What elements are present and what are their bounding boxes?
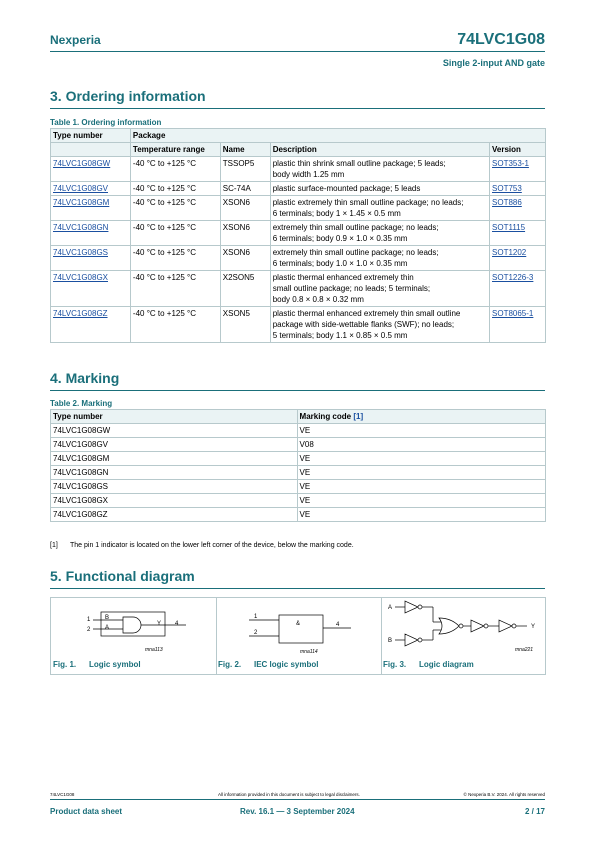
footnote-ref-link[interactable]: [1] [353,412,364,421]
ordering-row [51,307,546,343]
fig3-input-a: A [388,605,393,611]
description-line: plastic surface-mounted package; 5 leads [272,184,421,193]
marking-code-cell: VE [297,466,545,480]
marking-row [51,438,546,452]
document-subtitle: Single 2-input AND gate [442,58,545,68]
type-number-link[interactable]: 74LVC1G08GS [53,248,108,257]
footer-revision: Rev. 16.1 — 3 September 2024 [240,807,355,816]
description-line: small outline package; no leads; 5 terminals; [272,284,431,293]
description-line: body 0.8 × 0.8 × 0.32 mm [272,295,364,304]
fig1-code: mna113 [145,647,163,653]
fig1-title: Logic symbol [89,660,141,669]
marking-row [51,424,546,438]
marking-code-cell: VE [297,494,545,508]
description-line: body width 1.25 mm [272,170,345,179]
fig3-title: Logic diagram [419,660,474,669]
ordering-table [50,128,546,343]
col-type-number: Type number [51,410,298,424]
description-line: extremely thin small outline package; no leads; [272,248,439,257]
iec-logic-symbol-diagram [216,598,381,658]
brand-name: Nexperia [50,33,101,47]
fig1-input-a: A [105,625,110,631]
ordering-row [51,182,546,196]
description-line: 5 terminals; body 1.1 × 0.85 × 0.5 mm [272,331,408,340]
fig2-and-symbol: & [296,621,301,627]
marking-row [51,452,546,466]
fig3-input-b: B [388,638,393,644]
type-number-link[interactable]: 74LVC1G08GZ [53,309,108,318]
footnote-number: [1] [50,542,58,549]
package-name-cell: SC-74A [220,182,270,196]
col-marking-code [297,410,545,424]
description-cell [270,221,489,246]
version-link[interactable]: SOT1115 [492,223,526,232]
marking-code-cell: VE [297,480,545,494]
fig1-output-y: Y [157,621,162,627]
type-number-link[interactable]: 74LVC1G08GN [53,223,109,232]
marking-code-cell: VE [297,452,545,466]
fig2-pin4: 4 [336,622,340,628]
fig2-caption [218,660,318,669]
description-line: 6 terminals; body 1.0 × 1.0 × 0.35 mm [272,259,408,268]
description-line: 6 terminals; body 1 × 1.45 × 0.5 mm [272,209,401,218]
version-link[interactable]: SOT8065-1 [492,309,534,318]
fig2-pin2: 2 [254,630,258,636]
col-temperature: Temperature range [130,143,220,157]
footer-divider [50,799,545,800]
temperature-cell: -40 °C to +125 °C [130,157,220,182]
fig1-label: Fig. 1. [53,660,77,669]
part-number: 74LVC1G08 [457,31,545,48]
fig2-pin1: 1 [254,614,258,620]
temperature-cell: -40 °C to +125 °C [130,271,220,307]
logic-diagram [381,598,545,658]
package-name-cell: TSSOP5 [220,157,270,182]
package-name-cell: X2SON5 [220,271,270,307]
version-link[interactable]: SOT1226-3 [492,273,534,282]
description-line: extremely thin small outline package; no leads; [272,223,439,232]
description-line: plastic thin shrink small outline package; 5 leads; [272,159,446,168]
type-number-cell: 74LVC1G08GV [51,438,298,452]
footer-part: 74LVC1G08 [50,792,75,797]
marking-code-cell: VE [297,508,545,522]
marking-code-label: Marking code [299,412,352,421]
marking-table-caption: Table 2. Marking [50,399,113,408]
header-divider [50,51,545,52]
footer-page-number: 2 / 17 [524,807,545,816]
fig3-output-y: Y [531,624,536,630]
ordering-row [51,246,546,271]
marking-code-cell: V08 [297,438,545,452]
ordering-section-divider [50,108,545,109]
version-link[interactable]: SOT1202 [492,248,527,257]
ordering-section-title: 3. Ordering information [50,88,206,104]
fig2-code: mna114 [300,649,318,655]
description-line: 6 terminals; body 0.9 × 1.0 × 0.35 mm [272,234,408,243]
type-number-link[interactable]: 74LVC1G08GX [53,273,108,282]
col-package: Package [130,129,545,143]
footer-doc-type: Product data sheet [50,807,123,816]
temperature-cell: -40 °C to +125 °C [130,246,220,271]
ordering-table-caption: Table 1. Ordering information [50,118,162,127]
marking-table [50,409,546,522]
col-description: Description [270,143,489,157]
fig1-caption [53,660,141,669]
description-cell [270,157,489,182]
package-name-cell: XSON6 [220,246,270,271]
col-version: Version [490,143,546,157]
fig3-code: mna221 [515,647,534,653]
footer-disclaimer: All information provided in this document is subject to legal disclaimers. [218,792,360,797]
description-cell [270,271,489,307]
marking-row [51,480,546,494]
type-number-cell: 74LVC1G08GN [51,466,298,480]
marking-section-title: 4. Marking [50,370,120,386]
type-number-cell: 74LVC1G08GW [51,424,298,438]
fig1-pin1: 1 [87,617,91,623]
marking-code-cell: VE [297,424,545,438]
description-line: package with side-wettable flanks (SWF); no leads; [272,320,455,329]
temperature-cell: -40 °C to +125 °C [130,221,220,246]
ordering-row [51,196,546,221]
description-line: plastic thermal enhanced extremely thin small outline [272,309,461,318]
logic-symbol-diagram [51,598,216,658]
temperature-cell: -40 °C to +125 °C [130,307,220,343]
description-cell [270,196,489,221]
description-line: plastic thermal enhanced extremely thin [272,273,414,282]
version-link[interactable]: SOT753 [492,184,522,193]
type-number-cell: 74LVC1G08GS [51,480,298,494]
functional-section-title: 5. Functional diagram [50,568,195,584]
type-number-cell: 74LVC1G08GX [51,494,298,508]
type-number-link[interactable]: 74LVC1G08GV [53,184,108,193]
marking-row [51,508,546,522]
description-cell [270,307,489,343]
package-name-cell: XSON6 [220,221,270,246]
temperature-cell: -40 °C to +125 °C [130,196,220,221]
description-line: plastic extremely thin small outline package; no leads; [272,198,464,207]
fig1-pin2: 2 [87,627,91,633]
ordering-row [51,157,546,182]
type-number-cell: 74LVC1G08GM [51,452,298,466]
fig3-caption [383,660,474,669]
fig2-label: Fig. 2. [218,660,242,669]
version-link[interactable]: SOT886 [492,198,522,207]
col-name: Name [220,143,270,157]
type-number-link[interactable]: 74LVC1G08GW [53,159,111,168]
type-number-link[interactable]: 74LVC1G08GM [53,198,110,207]
functional-section-divider [50,588,545,589]
fig2-title: IEC logic symbol [254,660,319,669]
marking-row [51,494,546,508]
marking-section-divider [50,390,545,391]
temperature-cell: -40 °C to +125 °C [130,182,220,196]
description-cell [270,246,489,271]
figures-panel [50,597,546,675]
footer-copyright: © Nexperia B.V. 2024. All rights reserved [463,792,545,797]
footnote [50,542,354,549]
fig3-label: Fig. 3. [383,660,407,669]
marking-row [51,466,546,480]
package-name-cell: XSON5 [220,307,270,343]
col-blank [51,143,131,157]
ordering-row [51,221,546,246]
package-name-cell: XSON6 [220,196,270,221]
ordering-row [51,271,546,307]
fig1-pin4: 4 [175,621,179,627]
col-type-number: Type number [51,129,131,143]
fig1-input-b: B [105,615,110,621]
version-link[interactable]: SOT353-1 [492,159,529,168]
description-cell [270,182,489,196]
type-number-cell: 74LVC1G08GZ [51,508,298,522]
footnote-text: The pin 1 indicator is located on the lower left corner of the device, below the marking code. [70,542,354,549]
